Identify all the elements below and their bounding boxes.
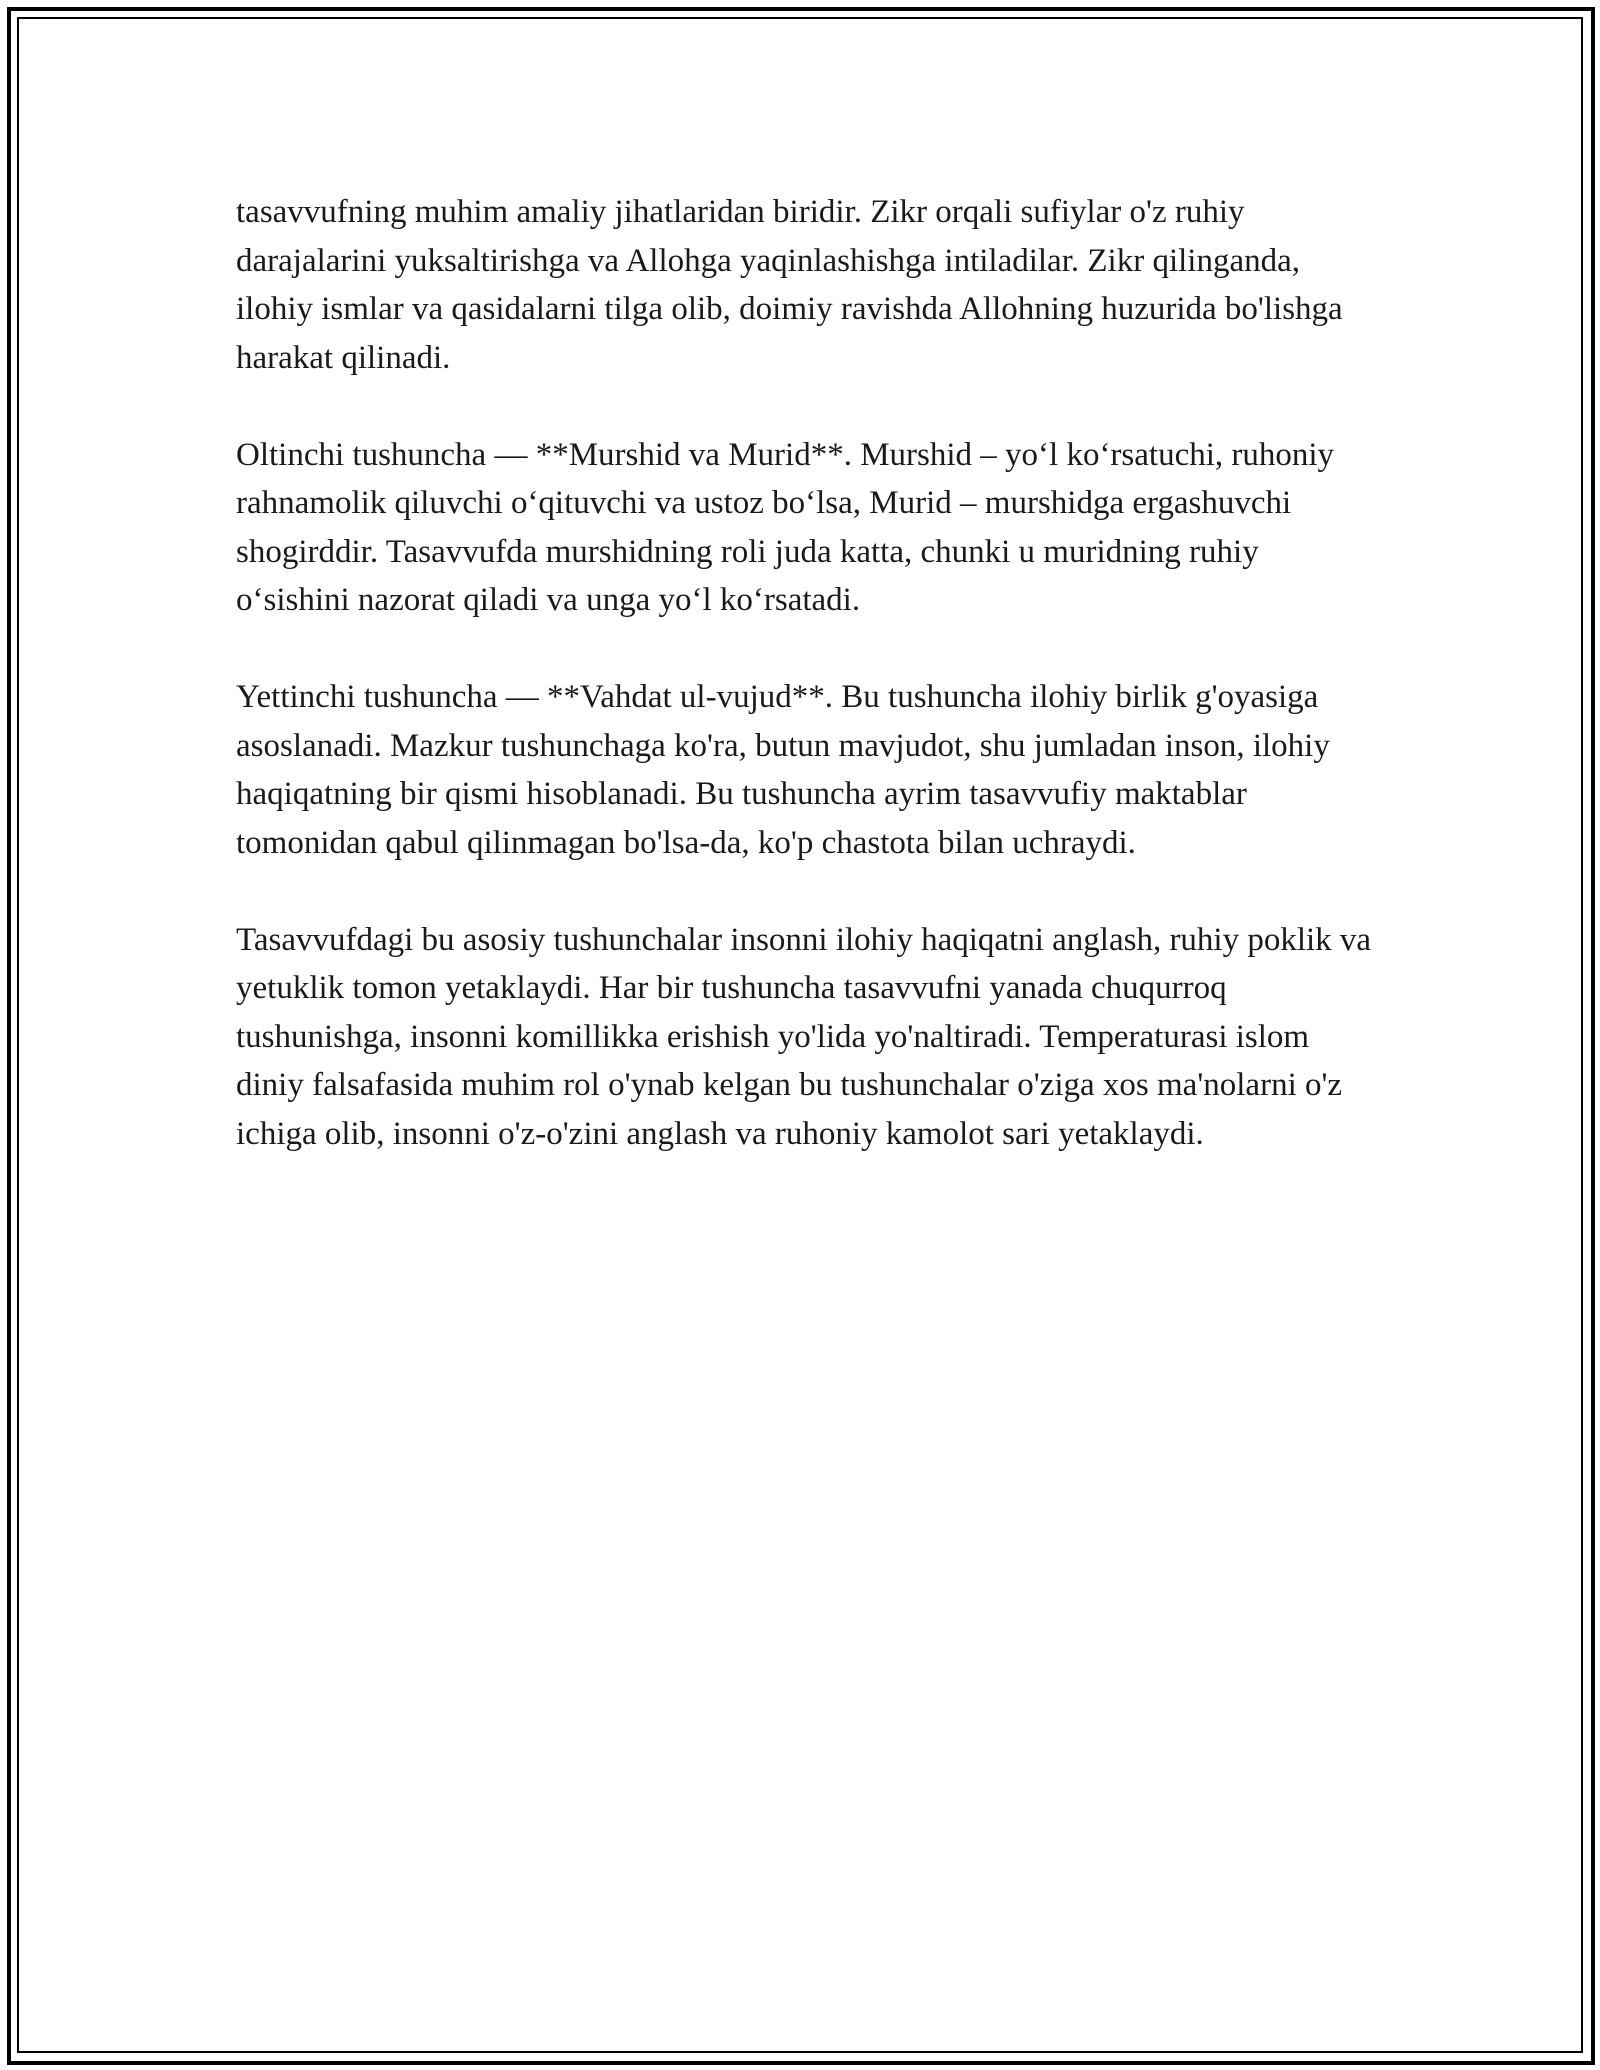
paragraph-conclusion: Tasavvufdagi bu asosiy tushunchalar insonni ilohiy haqiqatni anglash, ruhiy poklik va yetuklik tomon yetaklaydi. Har bir tushuncha tasavvufni yanada chuqurroq tushunishga, insonni komillikka erishish yo'lida yo'naltiradi. Temperaturasi islom diniy falsafasida muhim rol o'ynab kelgan bu tushunchalar o'ziga xos ma'nolarni o'z ichiga olib, insonni o'z-o'zini anglash va ruhoniy kamolot sari yetaklaydi.	[236, 921, 1372, 1152]
paragraph-zikr-continuation: tasavvufning muhim amaliy jihatlaridan biridir. Zikr orqali sufiylar o'z ruhiy darajalarini yuksaltirishga va Allohga yaqinlashishga intiladilar. Zikr qilinganda, ilohiy ismlar va qasidalarni tilga olib, doimiy ravishda Allohning huzurida bo'lishga harakat qilinadi.	[236, 194, 1343, 376]
document-body	[236, 188, 1376, 1207]
paragraph-vahdat-ul-vujud: Yettinchi tushuncha — **Vahdat ul-vujud**. Bu tushuncha ilohiy birlik g'oyasiga asoslanadi. Mazkur tushunchaga ko'ra, butun mavjudot, shu jumladan inson, ilohiy haqiqatning bir qismi hisoblanadi. Bu tushuncha ayrim tasavvufiy maktablar tomonidan qabul qilinmagan bo'lsa-da, ko'p chastota bilan uchraydi.	[236, 679, 1330, 861]
paragraph-murshid-murid: Oltinchi tushuncha — **Murshid va Murid**. Murshid – yo‘l ko‘rsatuchi, ruhoniy rahnamolik qiluvchi o‘qituvchi va ustoz bo‘lsa, Murid – murshidga ergashuvchi shogirddir. Tasavvufda murshidning roli juda katta, chunki u muridning ruhiy o‘sishini nazorat qiladi va unga yo‘l ko‘rsatadi.	[236, 436, 1335, 618]
